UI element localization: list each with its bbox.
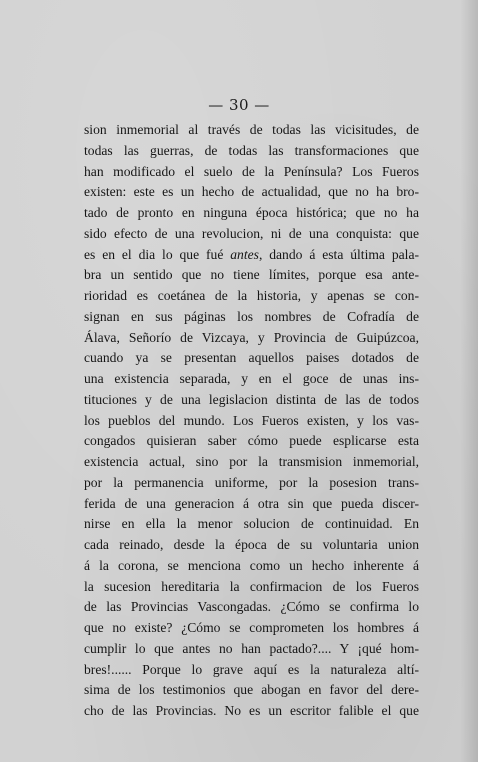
text-line-11: Álava, Señorío de Vizcaya, y Provincia de Guipúzcoa, <box>84 329 419 345</box>
text-line-3: han modificado el suelo de la Península? Los Fueros <box>84 163 419 179</box>
text-line-7-start: es en el dia lo que fué <box>84 246 231 262</box>
text-line-2: todas las guerras, de todas las transformaciones que <box>84 142 419 158</box>
text-line-22: á la corona, se menciona como un hecho inherente á <box>84 557 419 573</box>
text-line-12: cuando ya se presentan aquellos paises dotados de <box>84 350 419 366</box>
text-line-1: sion inmemorial al través de todas las vicisitudes, de <box>84 122 419 137</box>
text-line-4: existen: este es un hecho de actualidad, que no ha bro- <box>84 184 419 200</box>
text-line-6: sido efecto de una revolucion, ni de una conquista: que <box>84 225 419 241</box>
text-line-19: ferida de una generacion á otra sin que pueda discer- <box>84 495 419 511</box>
text-line-15: los pueblos del mundo. Los Fueros existen, y los vas- <box>84 412 419 428</box>
page-number: — 30 — <box>208 96 270 114</box>
text-line-24: de las Provincias Vascongadas. ¿Cómo se confirma lo <box>84 599 419 615</box>
text-line-23: la sucesion hereditaria la confirmacion de los Fueros <box>84 578 419 594</box>
text-line-26: cumplir lo que antes no han pactado?.... Y ¡qué hom- <box>84 640 419 656</box>
text-line-20: nirse en ella la menor solucion de continuidad. En <box>84 516 419 532</box>
text-line-21: cada reinado, desde la época de su voluntaria union <box>84 537 419 552</box>
italic-word: antes <box>230 246 259 262</box>
text-line-17: existencia actual, sino por la transmision inmemorial, <box>84 454 419 469</box>
text-line-8: bra un sentido que no tiene límites, porque esa ante- <box>84 267 419 283</box>
text-line-29: cho de las Provincias. No es un escritor falible el que <box>84 703 419 718</box>
text-line-27: bres!...... Porque lo grave aquí es la naturaleza altí- <box>84 661 419 677</box>
text-line-13: una existencia separada, y en el goce de unas ins- <box>84 371 419 386</box>
text-line-7-end: , dando á esta última pala- <box>258 246 419 262</box>
text-line-7 <box>84 245 419 266</box>
text-line-14: tituciones y de una legislacion distinta de las de todos <box>84 391 419 407</box>
text-line-5: tado de pronto en ninguna época histórica; que no ha <box>84 205 419 220</box>
text-line-25: que no existe? ¿Cómo se comprometen los hombres á <box>84 620 419 635</box>
text-line-16: congados quisieran saber cómo puede esplicarse esta <box>84 433 419 449</box>
body-text <box>84 120 419 722</box>
text-line-28: sima de los testimonios que abogan en favor del dere- <box>84 682 419 698</box>
text-line-9: rioridad es coetánea de la historia, y apenas se con- <box>84 288 419 303</box>
text-line-18: por la permanencia uniforme, por la posesion trans- <box>84 474 419 490</box>
text-line-10: signan en sus páginas los nombres de Cofradía de <box>84 308 419 324</box>
